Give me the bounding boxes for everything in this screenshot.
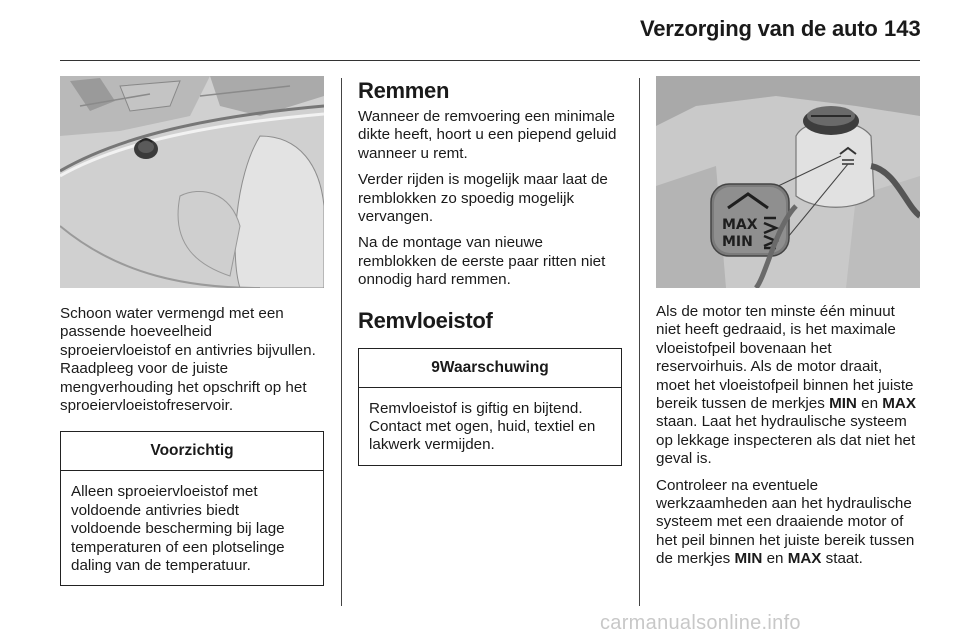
heading-remmen: Remmen	[358, 78, 450, 103]
warning-box	[358, 348, 622, 466]
washer-reservoir-icon	[60, 76, 324, 288]
page-number: 143	[884, 16, 921, 41]
max-mark: MAX	[787, 550, 822, 568]
fluid-level-paragraph-2: Controleer na eventuele werkzaamheden aan het hydraulische systeem met een draaiende motor of het peil binnen het juiste bereik tussen de merkjes MIN en MAX staat.	[656, 476, 915, 568]
max-label: MAX	[722, 217, 758, 233]
caution-title: Voorzichtig	[61, 432, 323, 471]
caution-box	[60, 431, 324, 586]
fluid-level-paragraph-1: Als de motor ten minste één minuut niet heeft gedraaid, is het maximale vloeistofpeil bovenaan het reservoirhuis. Als de motor draait, moet het vloeistofpeil binnen het juiste bereik tussen de merkjes MIN en MAX staan. Laat het hydraulische systeem op lekkage inspecteren als dat niet het geval is.	[656, 303, 916, 468]
warning-title: Waarschuwing	[439, 358, 549, 376]
max-mark: MAX	[882, 395, 916, 413]
warning-icon: 9	[431, 358, 440, 376]
watermark: carmanualsonline.info	[600, 612, 801, 634]
min-mark: MIN	[734, 550, 763, 568]
min-label: MIN	[722, 234, 753, 250]
heading-remvloeistof: Remvloeistof	[358, 307, 493, 333]
column-middle	[358, 76, 622, 466]
brake-fluid-illustration	[656, 76, 920, 288]
min-mark: MIN	[829, 395, 857, 413]
brakes-paragraph-1: Wanneer de remvoering een minimale dikte heeft, hoort u een piepend geluid wanneer u remt.	[358, 108, 617, 162]
brake-fluid-reservoir-icon	[656, 76, 920, 288]
column-right	[656, 76, 920, 569]
washer-reservoir-illustration	[60, 76, 324, 288]
warning-header	[359, 349, 621, 388]
column-left	[60, 76, 324, 586]
page-header	[0, 0, 960, 62]
column-divider-1	[341, 78, 342, 606]
washer-paragraph: Schoon water vermengd met een passende hoeveelheid sproeiervloeistof en antivries bijvullen. Raadpleeg voor de juiste mengverhouding het opschrift op het sproeiervloeistofreservoir.	[60, 305, 316, 415]
warning-text: Remvloeistof is giftig en bijtend. Contact met ogen, huid, textiel en lakwerk vermijden.	[369, 399, 596, 454]
header-divider	[60, 60, 920, 61]
column-divider-2	[639, 78, 640, 606]
brakes-paragraph-3: Na de montage van nieuwe remblokken de eerste paar ritten niet onnodig hard remmen.	[358, 234, 606, 289]
caution-text: Alleen sproeiervloeistof met voldoende antivries biedt voldoende bescherming bij lage temperaturen of een plotselinge daling van de temperatuur.	[71, 483, 285, 575]
brakes-paragraph-2: Verder rijden is mogelijk maar laat de remblokken zo spoedig mogelijk vervangen.	[358, 171, 608, 226]
section-title: Verzorging van de auto	[640, 16, 878, 41]
